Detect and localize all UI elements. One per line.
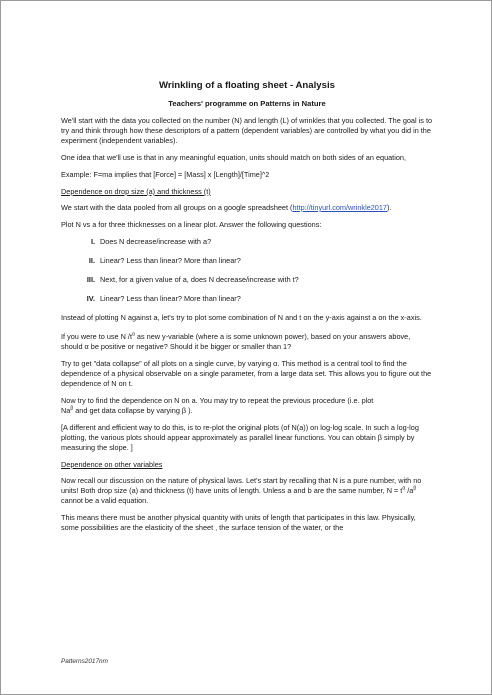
units-paragraph: One idea that we'll use is that in any meaningful equation, units should match on both sides of an equation, (61, 153, 406, 162)
beta-superscript: β (70, 405, 74, 412)
equation-mid: /a (405, 486, 414, 495)
question-text: Linear? Less than linear? More than linear? (100, 294, 241, 303)
list-item (61, 275, 433, 285)
question-text: Does N decrease/increase with a? (100, 237, 212, 246)
question-list (61, 237, 433, 304)
question-number: II. (88, 256, 95, 265)
section-heading-other-variables: Dependence on other variables (61, 460, 163, 469)
alpha-paragraph (61, 332, 433, 352)
question-text: Next, for a given value of a, does N decrease/increase with t? (100, 275, 299, 284)
alpha-text: If you were to use N /t (61, 332, 132, 341)
physical-laws-text-end: cannot be a valid equation. (61, 496, 149, 505)
example-paragraph: Example: F=ma implies that [Force] = [Mass] x [Length]/[Time]^2 (61, 170, 270, 179)
plot-instructions: Plot N vs a for three thicknesses on a linear plot. Answer the following questions: (61, 220, 322, 229)
data-source-text: We start with the data pooled from all groups on a google spreadsheet ( (61, 203, 293, 212)
na-beta-text-end: and get data collapse by varying β ). (73, 406, 193, 415)
physical-laws-text: Now recall our discussion on the nature of physical laws. Let's start by recalling that N is a pure number, with no units! Both drop size (a) and thickness (t) have units of length. Unless a and b are the same number, N = t (61, 476, 422, 495)
list-item (61, 294, 433, 304)
list-item (61, 256, 433, 266)
page-footer: Patterns2017nm (61, 658, 108, 665)
na-beta-text: Na (61, 406, 71, 415)
question-text: Linear? Less than linear? More than linear? (100, 256, 241, 265)
alpha-superscript: α (131, 331, 135, 338)
intro-paragraph: We'll start with the data you collected on the number (N) and length (L) of wrinkles that you collected. The goal is to try and think through how these descriptors of a pattern (dependent variables) are controlled by what you did in the experiment (independent variables). (61, 116, 433, 145)
section-heading-drop-size: Dependence on drop size (a) and thickness (t) (61, 187, 211, 196)
combination-paragraph: Instead of plotting N against a, let's try to plot some combination of N and t on the y-axis against a on the x-axis. (61, 313, 422, 322)
alpha-superscript-2: α (402, 485, 406, 492)
beta-superscript-2: β (413, 485, 417, 492)
document-title: Wrinkling of a floating sheet - Analysis (159, 80, 335, 91)
data-source-paragraph (61, 203, 433, 213)
alpha-text-end: as new y-variable (where a is some unknown power), based on your answers above, should α be positive or negative? Should it be bigger or smaller than 1? (61, 332, 411, 351)
data-source-text-end: ). (386, 203, 392, 212)
dependence-text: Now try to find the dependence on N on a. You may try to repeat the previous procedure (i.e. plot (61, 396, 374, 405)
list-item (61, 237, 433, 247)
dependence-on-a-paragraph (61, 396, 433, 416)
document-body (61, 81, 433, 540)
data-collapse-paragraph: Try to get "data collapse" of all plots on a single curve, by varying α. This method is a central tool to find the dependence of a physical observable on a single parameter, from a large data set. This allows you to figure out the dependence of N on t. (61, 359, 432, 388)
question-number: III. (86, 275, 95, 284)
physical-laws-paragraph (61, 476, 433, 506)
question-number: IV. (86, 294, 95, 303)
spreadsheet-link[interactable]: http://tinyurl.com/wrinkle2017 (292, 203, 387, 212)
document-subtitle: Teachers' programme on Patterns in Nature (168, 99, 326, 108)
question-number: I. (90, 237, 95, 246)
log-log-paragraph: [A different and efficient way to do this, is to re-plot the original plots (of N(a)) on log-log scale. In such a log-log plotting, the various plots should appear approximately as parallel linear functions. You can obtain β simply by measuring the slope. ] (61, 423, 419, 452)
another-quantity-paragraph: This means there must be another physical quantity with units of length that participates in this law. Physically, some possibilities are the elasticity of the sheet , the surface tension of the water, or the (61, 513, 416, 532)
